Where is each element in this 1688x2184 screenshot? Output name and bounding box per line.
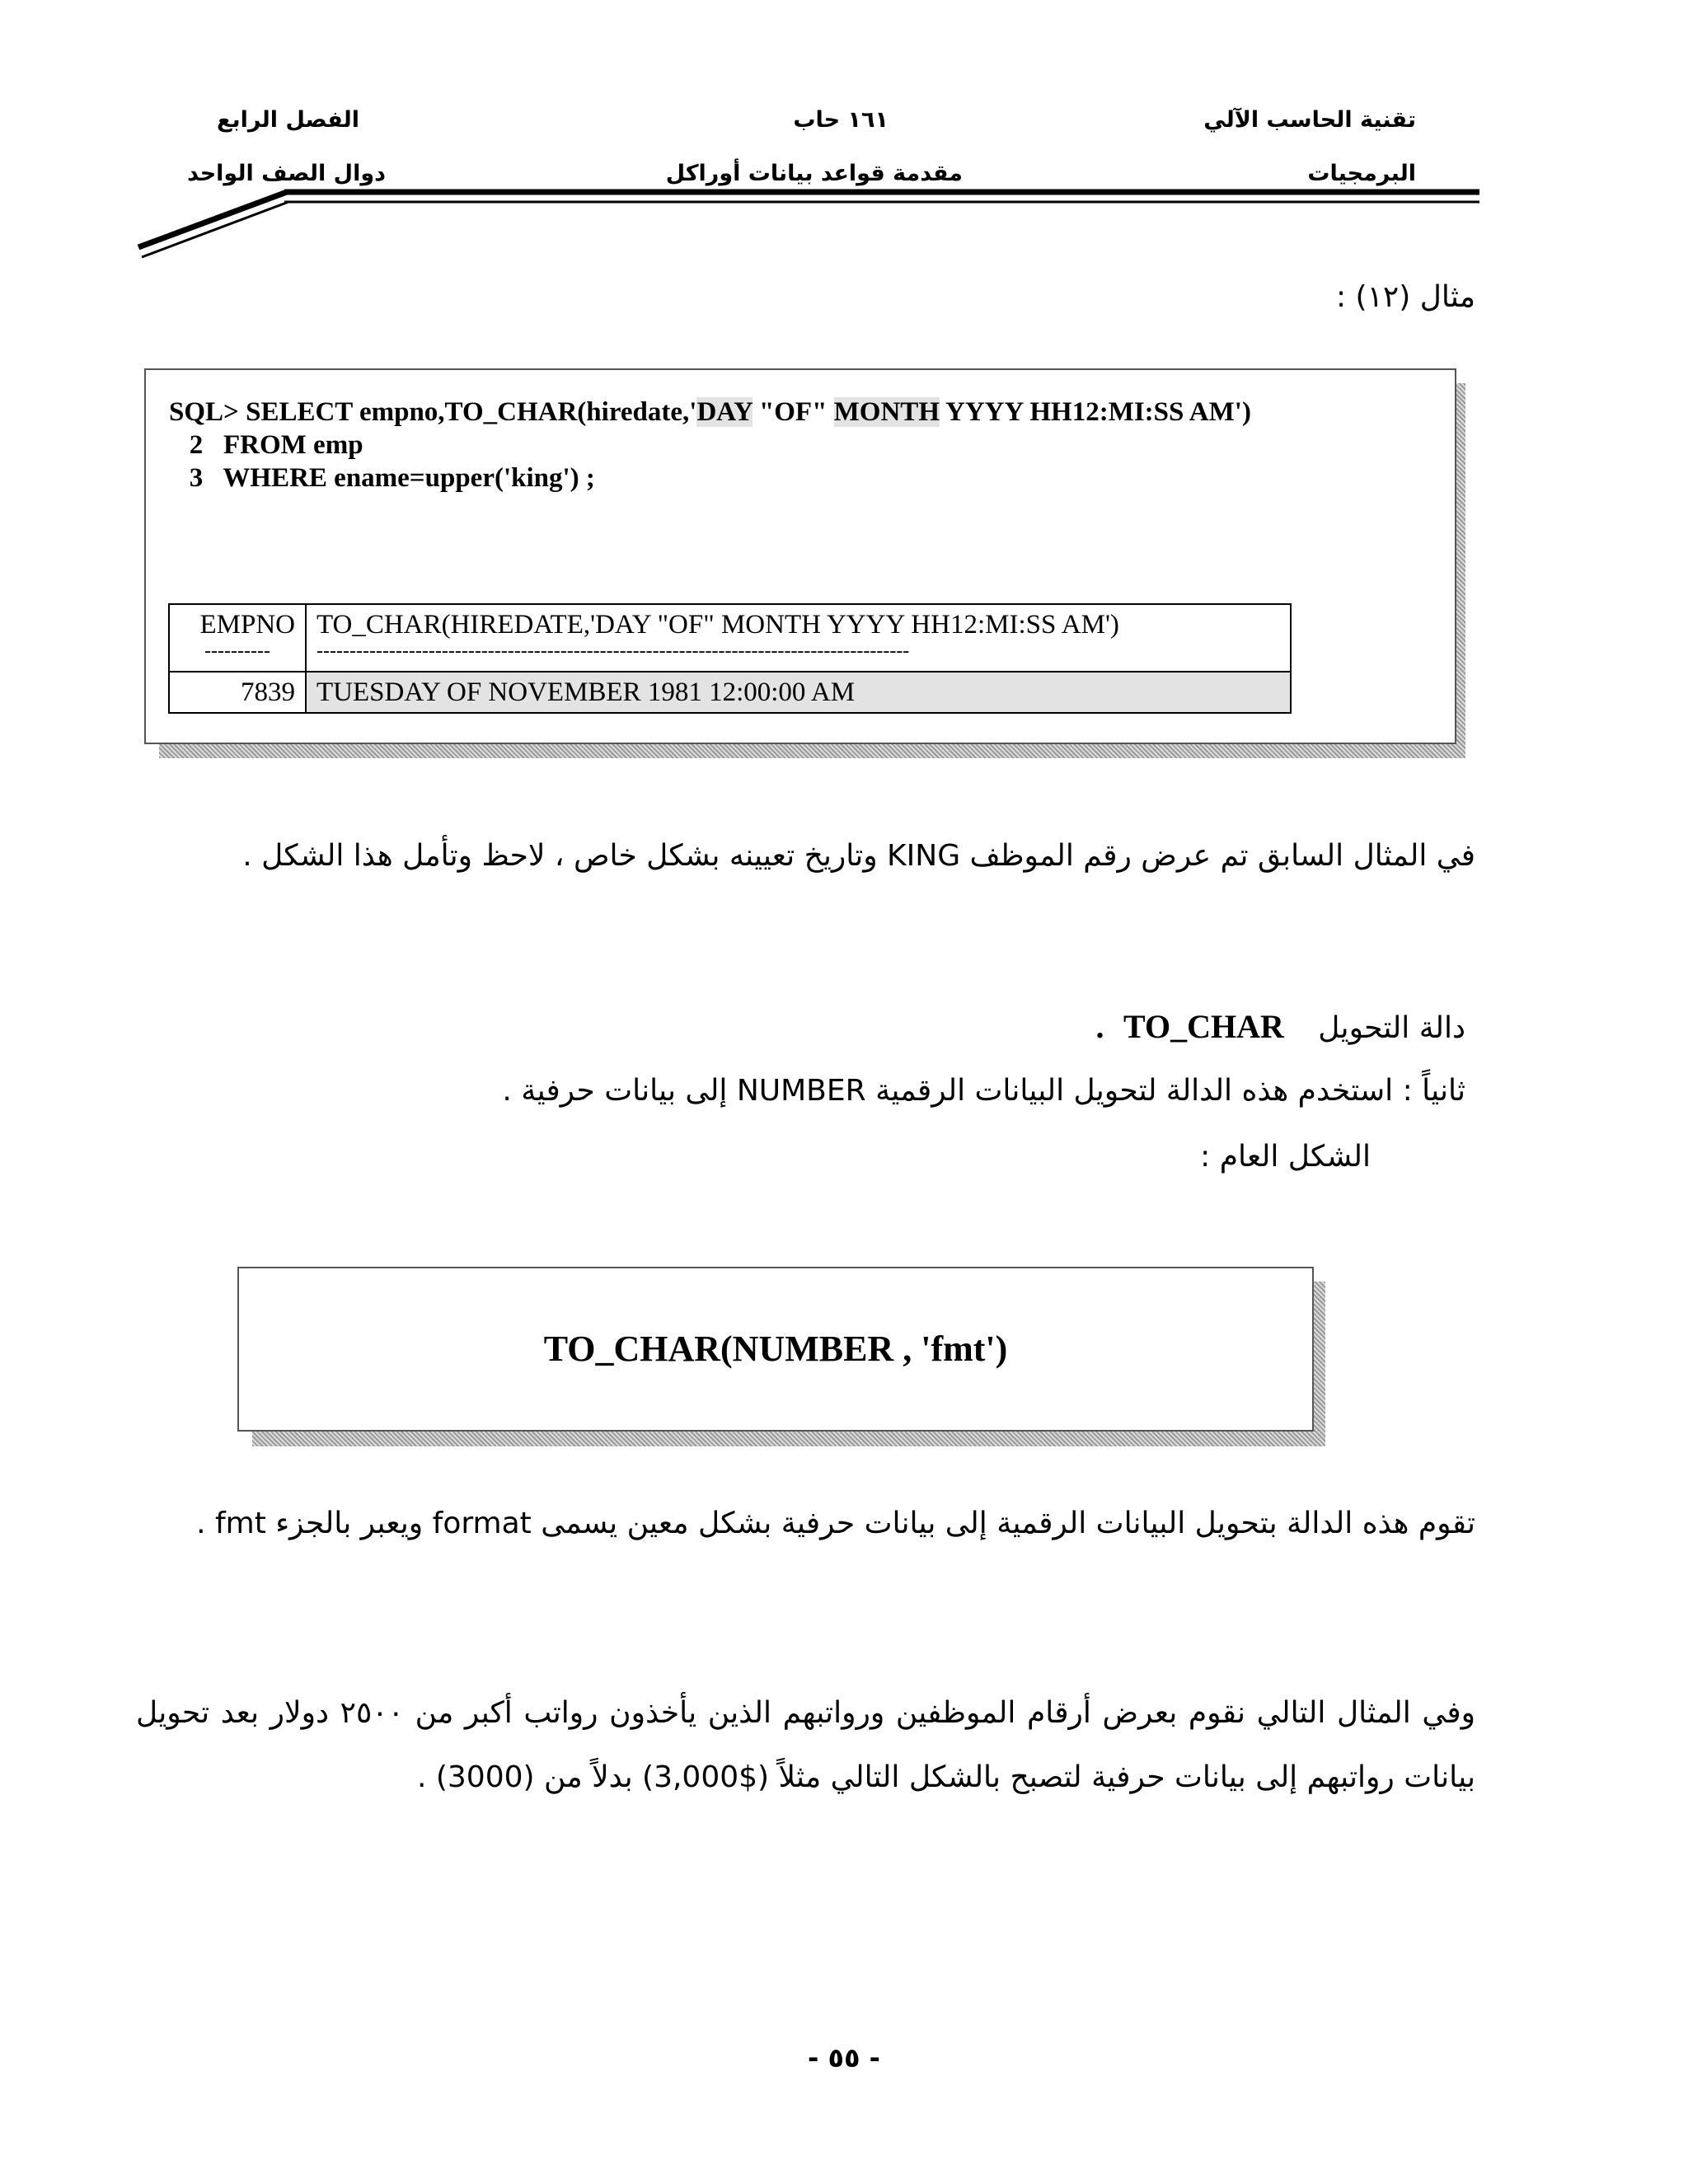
header-chapter: الفصل الرابع [217, 107, 359, 133]
second-point: ثانياً : استخدم هذه الدالة لتحويل البيانات الرقمية NUMBER إلى بيانات حرفية . [502, 1074, 1465, 1108]
header-chapter-title: دوال الصف الواحد [187, 161, 386, 186]
section-title-dot: . [1095, 1008, 1104, 1045]
example-title: مثال (١٢) : [1335, 280, 1475, 314]
header-course-title: مقدمة قواعد بيانات أوراكل [665, 161, 963, 186]
paragraph-format: تقوم هذه الدالة بتحويل البيانات الرقمية إلى بيانات حرفية بشكل معين يسمى format ويعبر بالجزء fmt . [196, 1507, 1475, 1540]
result-col-empno [169, 604, 306, 672]
section-title-ar: دالة التحويل [1318, 1011, 1465, 1045]
syntax-box [237, 1267, 1314, 1432]
result-header-row [169, 604, 1291, 672]
sql-line-3: 3 WHERE ename=upper('king') ; [169, 463, 595, 493]
result-cell-empno: 7839 [169, 672, 306, 713]
result-table [168, 603, 1292, 714]
section-title [1096, 1007, 1465, 1046]
header-specialty: البرمجيات [1307, 161, 1416, 186]
col-tochar-header: TO_CHAR(HIREDATE,'DAY "OF" MONTH YYYY HH12:MI:SS AM') [316, 610, 1119, 640]
sql-line-2: 2 FROM emp [169, 430, 363, 460]
col-empno-dashes: ---------- [204, 640, 270, 662]
paragraph-explanation: في المثال السابق تم عرض رقم الموظف KING وتاريخ تعيينه بشكل خاص ، لاحظ وتأمل هذا الشكل . [242, 839, 1475, 873]
header-rule [0, 0, 1688, 272]
paragraph-next-example: وفي المثال التالي نقوم بعرض أرقام الموظفين ورواتبهم الذين يأخذون رواتب أكبر من ٢٥٠٠ دولار بعد تحويل بيانات رواتبهم إلى بيانات حرفية لتصبح بالشكل التالي مثلاً ($3,000) بدلاً من (3000) . [136, 1696, 1475, 1794]
sql-highlight-day: DAY [696, 397, 753, 427]
syntax-text: TO_CHAR(NUMBER , 'fmt') [543, 1329, 1008, 1369]
col-empno-header: EMPNO [199, 610, 295, 640]
sql-highlight-month: MONTH [833, 397, 940, 427]
sql-box [144, 368, 1456, 744]
result-cell-value: TUESDAY OF NOVEMBER 1981 12:00:00 AM [306, 672, 1291, 713]
result-col-tochar [306, 604, 1291, 672]
general-form-label: الشكل العام : [1200, 1140, 1371, 1174]
section-title-fn: TO_CHAR [1123, 1008, 1284, 1045]
header-course-code: ١٦١ حاب [793, 107, 889, 133]
sql-line-1: SQL> SELECT empno,TO_CHAR(hiredate,'DAY "OF" MONTH YYYY HH12:MI:SS AM') [169, 397, 1251, 427]
result-data-row [169, 672, 1291, 713]
col-tochar-dashes: ------------------------------------------------------------------------------------------ [316, 640, 910, 662]
page-number: - ٥٥ - [808, 2042, 880, 2074]
header-department: تقنية الحاسب الآلي [1203, 107, 1416, 133]
